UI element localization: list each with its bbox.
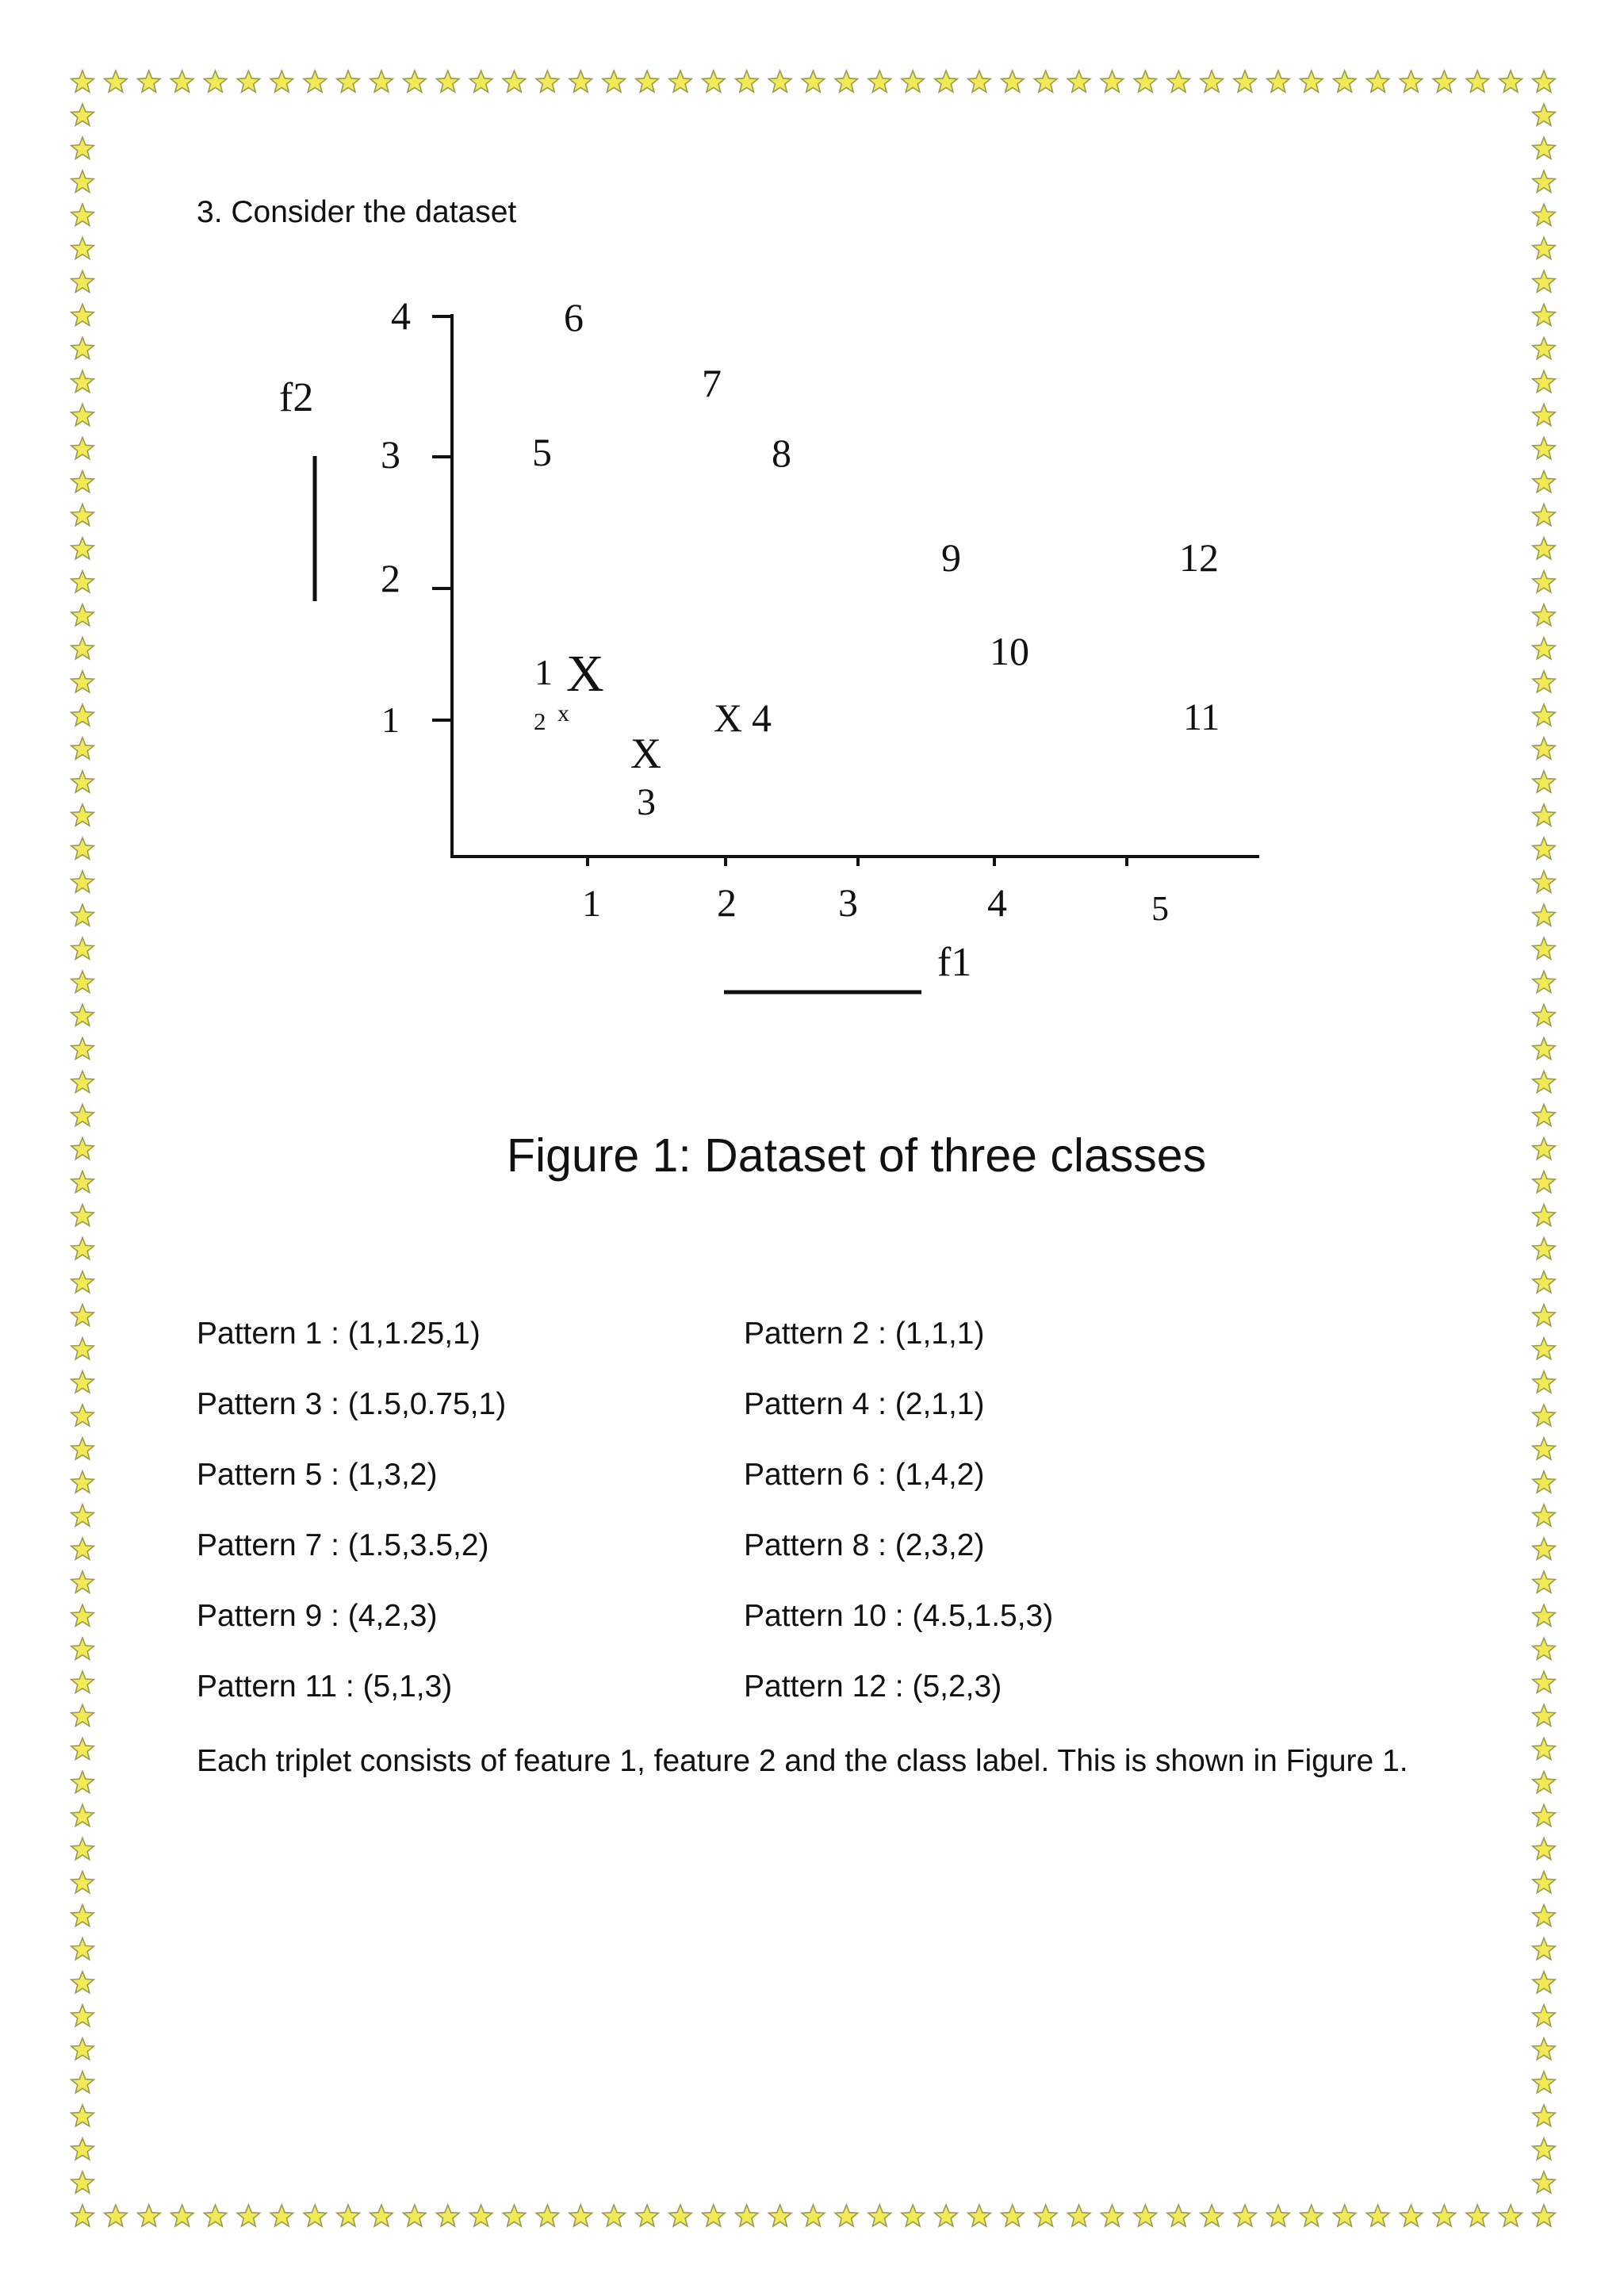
star-icon <box>868 71 891 92</box>
star-icon <box>736 71 759 92</box>
star-icon <box>71 871 94 892</box>
star-icon <box>71 237 94 259</box>
star-icon <box>404 71 426 92</box>
star-icon <box>1533 671 1556 692</box>
star-icon <box>1533 1471 1556 1493</box>
star-icon <box>71 1338 94 1359</box>
point-label-11: 11 <box>1183 696 1220 738</box>
point-marker-3: X <box>630 730 661 777</box>
star-icon <box>1533 738 1556 759</box>
star-icon <box>71 1205 94 1226</box>
star-icon <box>71 771 94 792</box>
star-icon <box>1533 404 1556 426</box>
star-icon <box>1533 1738 1556 1759</box>
star-icon <box>968 2205 991 2226</box>
star-icon <box>1533 1638 1556 1659</box>
star-icon <box>404 2205 426 2226</box>
star-icon <box>669 71 692 92</box>
star-icon <box>1333 71 1356 92</box>
star-icon <box>1533 471 1556 493</box>
star-icon <box>503 2205 526 2226</box>
pattern-5: Pattern 5 : (1,3,2) <box>197 1458 438 1492</box>
star-icon <box>569 71 592 92</box>
star-icon <box>1333 2205 1356 2226</box>
pattern-1: Pattern 1 : (1,1.25,1) <box>197 1317 481 1351</box>
star-icon <box>935 2205 958 2226</box>
star-icon <box>71 370 94 392</box>
star-icon <box>71 1305 94 1326</box>
star-icon <box>1533 370 1556 392</box>
point-marker-1: X <box>566 645 604 703</box>
star-icon <box>1533 704 1556 726</box>
star-icon <box>71 1905 94 1926</box>
star-icon <box>71 904 94 926</box>
star-icon <box>71 2205 94 2226</box>
star-icon <box>71 1105 94 1126</box>
dataset-note: Each triplet consists of feature 1, feature 2 and the class label. This is shown in Figure 1. <box>197 1744 1408 1778</box>
star-icon <box>1533 1938 1556 1960</box>
pattern-9: Pattern 9 : (4,2,3) <box>197 1599 438 1633</box>
star-icon <box>1002 2205 1025 2226</box>
star-icon <box>1101 71 1124 92</box>
star-icon <box>1433 71 1456 92</box>
star-icon <box>1533 1671 1556 1692</box>
star-icon <box>71 2038 94 2060</box>
star-icon <box>1533 1872 1556 1893</box>
star-icon <box>536 2205 559 2226</box>
star-icon <box>237 71 260 92</box>
star-icon <box>71 1571 94 1593</box>
star-icon <box>1533 1604 1556 1626</box>
y-tick-label: 3 <box>381 432 400 477</box>
x-tick-label: 1 <box>582 883 601 925</box>
star-icon <box>902 2205 925 2226</box>
star-icon <box>71 1972 94 1993</box>
star-icon <box>1533 237 1556 259</box>
pattern-3: Pattern 3 : (1.5,0.75,1) <box>197 1387 507 1421</box>
star-icon <box>1533 1371 1556 1393</box>
star-icon <box>71 838 94 859</box>
star-icon <box>1533 1338 1556 1359</box>
star-icon <box>1533 1305 1556 1326</box>
star-icon <box>536 71 559 92</box>
star-icon <box>337 2205 360 2226</box>
star-icon <box>1101 2205 1124 2226</box>
x-axis-title: f1 <box>937 940 972 985</box>
star-icon <box>138 2205 161 2226</box>
star-icon <box>703 71 726 92</box>
star-icon <box>1533 571 1556 592</box>
star-icon <box>636 2205 659 2226</box>
star-icon <box>71 538 94 559</box>
star-icon <box>1533 1037 1556 1059</box>
star-icon <box>636 71 659 92</box>
star-icon <box>237 2205 260 2226</box>
star-icon <box>1533 2072 1556 2093</box>
star-icon <box>469 71 492 92</box>
star-icon <box>71 1804 94 1826</box>
star-icon <box>1533 1704 1556 1726</box>
star-icon <box>1533 1504 1556 1526</box>
star-icon <box>71 1004 94 1025</box>
y-tick-label: 1 <box>381 700 400 740</box>
star-icon <box>370 71 393 92</box>
x-tick-label: 2 <box>717 880 737 925</box>
star-icon <box>1400 71 1423 92</box>
star-icon <box>170 2205 193 2226</box>
scatter-figure <box>238 270 1293 1031</box>
star-icon <box>71 1938 94 1960</box>
point-label-5: 5 <box>532 430 552 474</box>
y-tick-label: 4 <box>391 293 411 338</box>
star-icon <box>1533 1538 1556 1559</box>
star-icon <box>1533 838 1556 859</box>
star-icon <box>902 71 925 92</box>
star-icon <box>370 2205 393 2226</box>
star-icon <box>71 204 94 225</box>
star-icon <box>71 604 94 626</box>
star-icon <box>835 71 858 92</box>
star-icon <box>1533 1838 1556 1860</box>
star-icon <box>569 2205 592 2226</box>
star-icon <box>802 71 825 92</box>
star-icon <box>1533 804 1556 826</box>
star-icon <box>1234 71 1257 92</box>
star-icon <box>1034 71 1057 92</box>
star-icon <box>1533 1905 1556 1926</box>
star-icon <box>1533 2171 1556 2193</box>
star-icon <box>1167 2205 1190 2226</box>
star-icon <box>1533 937 1556 959</box>
star-icon <box>1533 2205 1556 2226</box>
star-icon <box>1002 71 1025 92</box>
star-icon <box>304 2205 327 2226</box>
star-icon <box>736 2205 759 2226</box>
point-label-9: 9 <box>941 535 961 580</box>
star-icon <box>71 71 94 92</box>
star-icon <box>71 1271 94 1293</box>
star-icon <box>1466 71 1489 92</box>
star-icon <box>71 1738 94 1759</box>
star-icon <box>1366 71 1389 92</box>
star-icon <box>437 71 460 92</box>
figure-caption: Figure 1: Dataset of three classes <box>506 1129 1207 1182</box>
star-icon <box>1234 2205 1257 2226</box>
star-icon <box>1500 2205 1522 2226</box>
y-axis-title: f2 <box>279 375 314 420</box>
star-icon <box>71 1504 94 1526</box>
star-icon <box>1533 1405 1556 1426</box>
star-icon <box>1533 337 1556 358</box>
star-icon <box>1433 2205 1456 2226</box>
star-icon <box>71 704 94 726</box>
x-tick-label: 5 <box>1151 889 1169 928</box>
star-icon <box>71 2072 94 2093</box>
star-icon <box>1500 71 1522 92</box>
star-icon <box>1400 2205 1423 2226</box>
pattern-6: Pattern 6 : (1,4,2) <box>744 1458 985 1492</box>
star-icon <box>71 1371 94 1393</box>
star-icon <box>71 971 94 992</box>
star-icon <box>71 504 94 526</box>
star-icon <box>71 104 94 125</box>
star-icon <box>71 171 94 192</box>
star-icon <box>105 71 128 92</box>
star-icon <box>1366 2205 1389 2226</box>
star-icon <box>71 471 94 493</box>
point-label-2: 2 <box>534 707 546 735</box>
star-icon <box>1067 71 1090 92</box>
star-icon <box>71 1037 94 1059</box>
star-icon <box>1533 104 1556 125</box>
star-icon <box>71 404 94 426</box>
pattern-7: Pattern 7 : (1.5,3.5,2) <box>197 1528 489 1562</box>
star-icon <box>71 1071 94 1092</box>
star-icon <box>71 137 94 159</box>
star-icon <box>71 1704 94 1726</box>
star-icon <box>1533 1105 1556 1126</box>
star-icon <box>270 2205 293 2226</box>
star-icon <box>1533 771 1556 792</box>
star-icon <box>1533 1205 1556 1226</box>
star-icon <box>71 804 94 826</box>
pattern-12: Pattern 12 : (5,2,3) <box>744 1669 1002 1704</box>
star-icon <box>71 1671 94 1692</box>
point-label-6: 6 <box>564 295 584 339</box>
star-icon <box>1533 504 1556 526</box>
question-text: 3. Consider the dataset <box>197 195 517 229</box>
pattern-2: Pattern 2 : (1,1,1) <box>744 1317 985 1351</box>
star-icon <box>603 2205 626 2226</box>
star-icon <box>768 2205 791 2226</box>
star-icon <box>703 2205 726 2226</box>
star-icon <box>503 71 526 92</box>
star-icon <box>1533 2038 1556 2060</box>
star-icon <box>1533 1804 1556 1826</box>
star-icon <box>1533 604 1556 626</box>
star-icon <box>1533 871 1556 892</box>
star-icon <box>1533 2005 1556 2026</box>
star-icon <box>1533 2105 1556 2126</box>
star-icon <box>802 2205 825 2226</box>
star-icon <box>1167 71 1190 92</box>
star-icon <box>1533 438 1556 459</box>
star-icon <box>337 71 360 92</box>
point-label-3: 3 <box>637 781 656 823</box>
point-label-12: 12 <box>1179 535 1219 580</box>
star-icon <box>1300 2205 1323 2226</box>
star-icon <box>204 71 227 92</box>
star-icon <box>868 2205 891 2226</box>
y-tick-label: 2 <box>381 556 400 600</box>
star-icon <box>1134 2205 1157 2226</box>
star-icon <box>1533 1972 1556 1993</box>
star-icon <box>71 304 94 325</box>
point-label-7: 7 <box>702 361 722 405</box>
star-icon <box>71 1405 94 1426</box>
star-icon <box>1533 270 1556 292</box>
star-icon <box>71 270 94 292</box>
star-icon <box>1533 538 1556 559</box>
star-icon <box>170 71 193 92</box>
star-icon <box>1466 2205 1489 2226</box>
star-icon <box>71 1838 94 1860</box>
star-icon <box>469 2205 492 2226</box>
star-icon <box>768 71 791 92</box>
star-icon <box>1201 71 1224 92</box>
star-icon <box>1533 1571 1556 1593</box>
star-icon <box>71 1438 94 1459</box>
star-icon <box>1533 304 1556 325</box>
star-icon <box>71 1604 94 1626</box>
star-icon <box>71 438 94 459</box>
star-icon <box>1267 2205 1290 2226</box>
star-icon <box>71 1872 94 1893</box>
star-icon <box>1533 171 1556 192</box>
pattern-10: Pattern 10 : (4.5,1.5,3) <box>744 1599 1054 1633</box>
star-icon <box>71 1238 94 1259</box>
star-icon <box>1067 2205 1090 2226</box>
star-icon <box>669 2205 692 2226</box>
star-icon <box>1533 971 1556 992</box>
point-label-10: 10 <box>990 629 1029 673</box>
star-icon <box>1201 2205 1224 2226</box>
star-icon <box>1533 71 1556 92</box>
star-icon <box>71 2138 94 2160</box>
star-icon <box>270 71 293 92</box>
star-icon <box>71 671 94 692</box>
point-label-8: 8 <box>772 431 791 475</box>
star-icon <box>1533 1071 1556 1092</box>
star-icon <box>71 2105 94 2126</box>
star-icon <box>1533 2138 1556 2160</box>
star-icon <box>204 2205 227 2226</box>
star-icon <box>1533 137 1556 159</box>
star-icon <box>71 937 94 959</box>
x-tick-label: 3 <box>838 880 858 925</box>
point-marker-4: X <box>714 696 743 740</box>
star-icon <box>71 738 94 759</box>
star-icon <box>1267 71 1290 92</box>
point-label-1: 1 <box>534 652 553 692</box>
star-icon <box>1034 2205 1057 2226</box>
star-icon <box>603 71 626 92</box>
star-icon <box>1533 1238 1556 1259</box>
x-tick-label: 4 <box>987 880 1007 925</box>
star-icon <box>71 1471 94 1493</box>
star-icon <box>304 71 327 92</box>
star-icon <box>71 638 94 659</box>
star-icon <box>935 71 958 92</box>
star-icon <box>105 2205 128 2226</box>
star-icon <box>1533 1771 1556 1792</box>
star-icon <box>1533 904 1556 926</box>
star-icon <box>835 2205 858 2226</box>
star-icon <box>71 1538 94 1559</box>
star-icon <box>1134 71 1157 92</box>
pattern-11: Pattern 11 : (5,1,3) <box>197 1669 453 1704</box>
star-icon <box>71 337 94 358</box>
pattern-4: Pattern 4 : (2,1,1) <box>744 1387 985 1421</box>
star-icon <box>1533 1271 1556 1293</box>
star-icon <box>71 2005 94 2026</box>
star-icon <box>71 1638 94 1659</box>
point-marker-2: x <box>557 700 569 726</box>
star-icon <box>968 71 991 92</box>
star-icon <box>1300 71 1323 92</box>
star-icon <box>138 71 161 92</box>
star-icon <box>1533 638 1556 659</box>
star-icon <box>437 2205 460 2226</box>
star-icon <box>1533 204 1556 225</box>
star-icon <box>1533 1004 1556 1025</box>
star-icon <box>71 571 94 592</box>
pattern-8: Pattern 8 : (2,3,2) <box>744 1528 985 1562</box>
star-icon <box>1533 1438 1556 1459</box>
point-label-4: 4 <box>752 696 772 740</box>
star-icon <box>71 2171 94 2193</box>
star-icon <box>71 1771 94 1792</box>
